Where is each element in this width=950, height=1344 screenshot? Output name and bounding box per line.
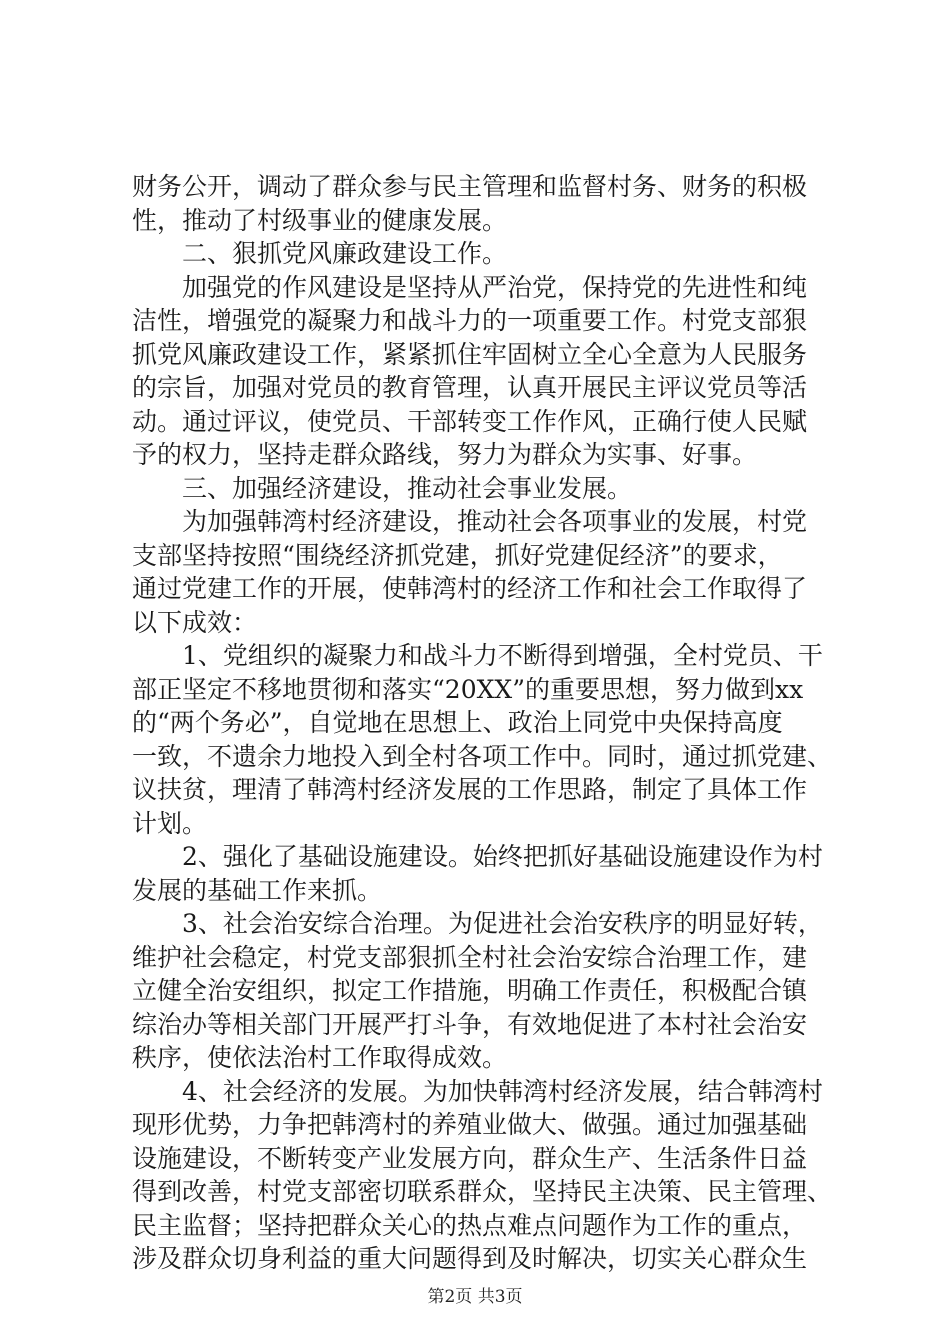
section-heading: 三、加强经济建设，推动社会事业发展。 [132,473,633,503]
text-line: 的“两个务必”，自觉地在思想上、政治上同党中央保持高度 [132,708,783,737]
text-line: 2、强化了基础设施建设。始终把抓好基础设施建设作为村 [132,842,823,871]
text-line: 1、党组织的凝聚力和战斗力不断得到增强，全村党员、干 [132,641,823,670]
section-heading: 二、狠抓党风廉政建设工作。 [132,239,508,268]
text-line: 民主监督；坚持把群众关心的热点难点问题作为工作的重点， [132,1210,808,1240]
text-line: 通过党建工作的开展，使韩湾村的经济工作和社会工作取得了 [132,574,808,603]
text-line: 予的权力，坚持走群众路线，努力为群众为实事、好事。 [132,440,758,469]
text-line: 议扶贫，理清了韩湾村经济发展的工作思路，制定了具体工作 [132,775,808,804]
text-line: 维护社会稳定，村党支部狠抓全村社会治安综合治理工作，建 [132,942,808,972]
text-line: 3、社会治安综合治理。为促进社会治安秩序的明显好转， [132,909,823,938]
text-line: 得到改善，村党支部密切联系群众，坚持民主决策、民主管理、 [132,1177,832,1206]
text-line: 抓党风廉政建设工作，紧紧抓住牢固树立全心全意为人民服务 [132,339,808,369]
text-line: 的宗旨，加强对党员的教育管理，认真开展民主评议党员等活 [132,373,808,402]
text-line: 性，推动了村级事业的健康发展。 [132,205,508,235]
text-line: 计划。 [132,808,208,838]
text-line: 设施建设，不断转变产业发展方向，群众生产、生活条件日益 [132,1143,808,1173]
text-line: 现形优势，力争把韩湾村的养殖业做大、做强。通过加强基础 [132,1110,808,1139]
text-line: 动。通过评议，使党员、干部转变工作作风，正确行使人民赋 [132,406,808,436]
text-line: 部正坚定不移地贯彻和落实“20XX”的重要思想，努力做到xx [132,674,804,704]
text-line: 一致，不遗余力地投入到全村各项工作中。同时，通过抓党建、 [132,741,832,771]
text-line: 为加强韩湾村经济建设，推动社会各项事业的发展，村党 [132,507,808,536]
text-line: 支部坚持按照“围绕经济抓党建，抓好党建促经济”的要求， [132,540,783,570]
text-line: 涉及群众切身利益的重大问题得到及时解决，切实关心群众生 [132,1244,808,1273]
text-line: 发展的基础工作来抓。 [132,875,383,905]
text-line: 洁性，增强党的凝聚力和战斗力的一项重要工作。村党支部狠 [132,306,808,335]
text-line: 以下成效： [132,607,258,637]
page-number-footer: 第2页 共3页 [427,1287,523,1307]
body-text [132,170,832,1276]
text-line: 加强党的作风建设是坚持从严治党，保持党的先进性和纯 [132,272,808,302]
text-line: 立健全治安组织，拟定工作措施，明确工作责任，积极配合镇 [132,976,808,1005]
text-line: 4、社会经济的发展。为加快韩湾村经济发展，结合韩湾村 [132,1076,823,1106]
text-line: 财务公开，调动了群众参与民主管理和监督村务、财务的积极 [132,172,808,201]
text-line: 秩序，使依法治村工作取得成效。 [132,1043,508,1072]
text-line: 综治办等相关部门开展严打斗争，有效地促进了本村社会治安 [132,1009,808,1039]
